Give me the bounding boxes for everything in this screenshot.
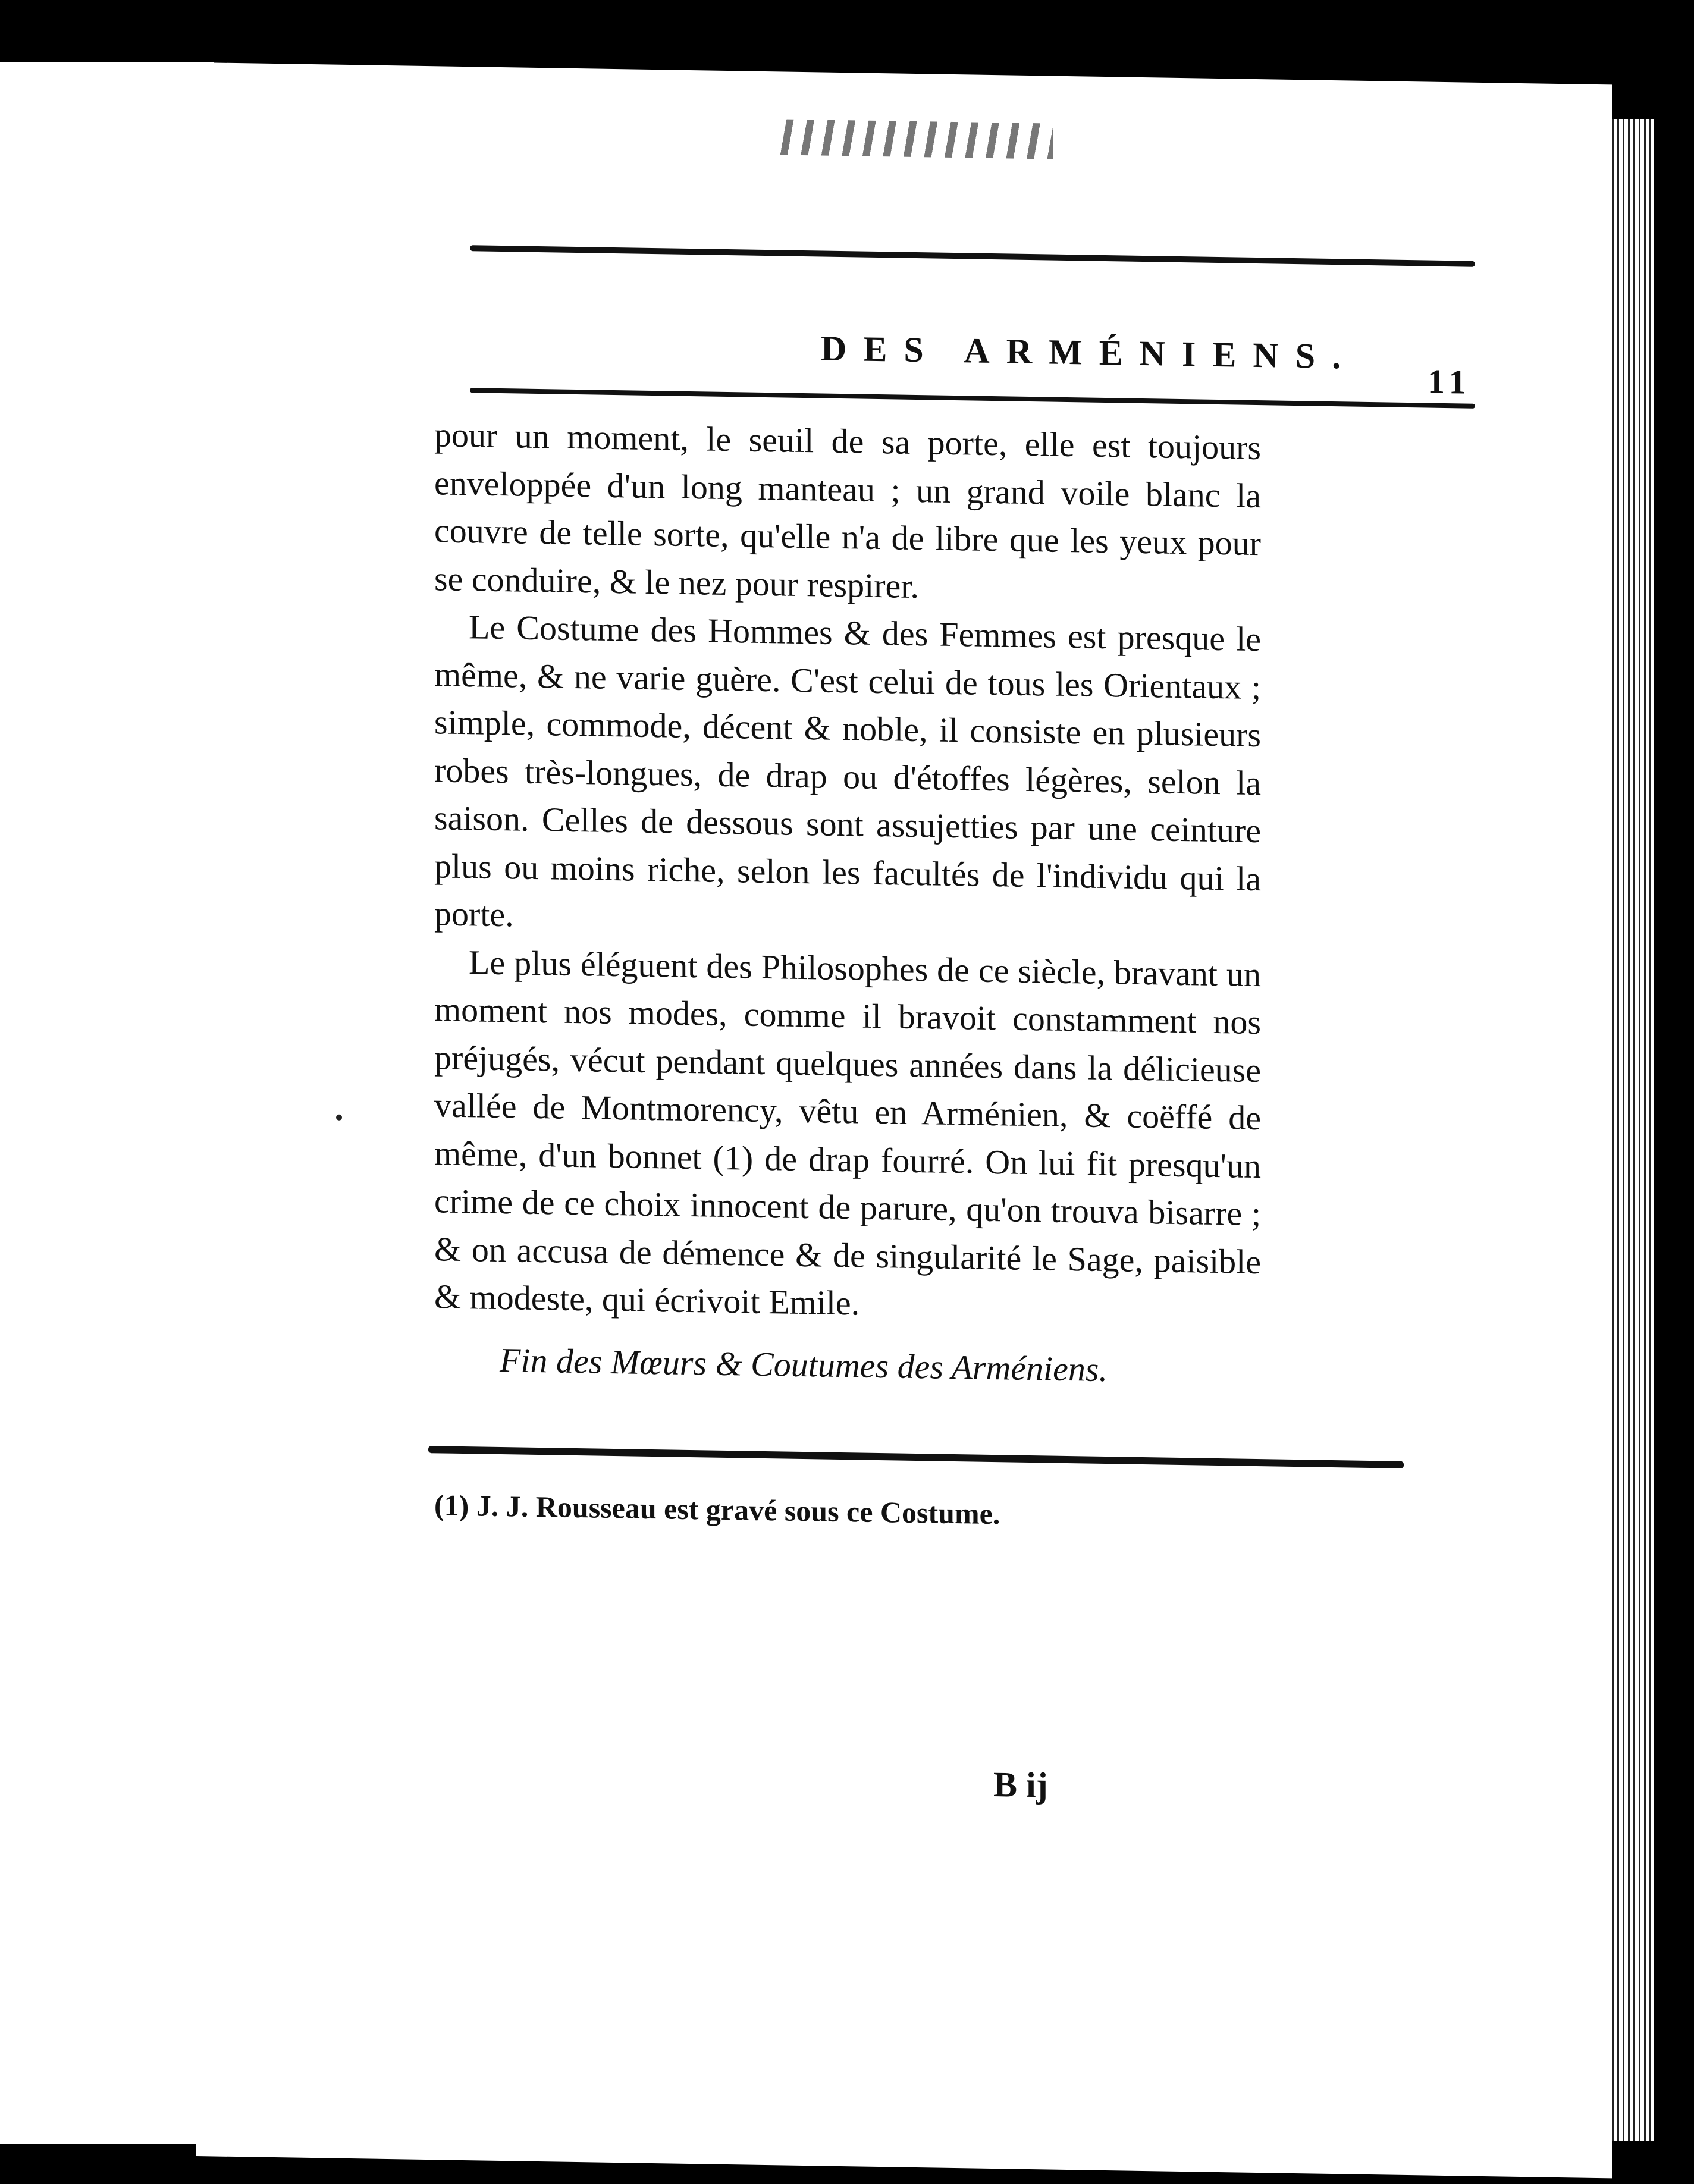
paragraph-2: Le Costume des Hommes & des Femmes est presque le même, & ne varie guère. C'est celui de tous les Orientaux ; simple, commode, décent & noble, il consiste en plusieurs robes très-longues, de drap ou d'étoffes légères, selon la saison. Celles de dessous sont assujetties par une ceinture plus ou moins riche, selon les facultés de l'individu qui la porte. — [434, 607, 1261, 934]
facing-page — [0, 62, 220, 2144]
paragraph-3: Le plus éléguent des Philosophes de ce siècle, bravant un moment nos modes, comme il bravoit constamment nos préjugés, vécut pendant quelques années dans la délicieuse vallée de Montmorency, vêtu en Arménien, & coëffé de même, d'un bonnet (1) de drap fourré. On lui fit presqu'un crime de ce choix innocent de parure, qu'on trouva bisarre ; & on accusa de démence & de singularité le Sage, paisible & modeste, qui écrivoit Emile. — [434, 942, 1261, 1323]
stray-mark — [336, 1115, 342, 1121]
page-number: 11 — [1428, 362, 1472, 401]
header-top-rule — [470, 245, 1475, 267]
running-title: DES ARMÉNIENS. — [821, 328, 1358, 376]
closing-line: Fin des Mœurs & Coutumes des Arméniens. — [500, 1341, 1108, 1389]
footnote: (1) J. J. Rousseau est gravé sous ce Costume. — [434, 1488, 1000, 1531]
body-text — [434, 411, 1261, 1333]
header-bottom-rule — [470, 388, 1475, 409]
book-page — [196, 62, 1612, 2178]
signature-mark: B ij — [993, 1765, 1048, 1805]
footnote-rule — [428, 1446, 1404, 1468]
paragraph-1: pour un moment, le seuil de sa porte, elle est toujours enveloppée d'un long manteau ; un grand voile blanc la couvre de telle sorte, qu'elle n'a de libre que les yeux pour se conduire, & le nez pour respirer. — [434, 415, 1261, 605]
top-ornament — [773, 119, 1053, 159]
